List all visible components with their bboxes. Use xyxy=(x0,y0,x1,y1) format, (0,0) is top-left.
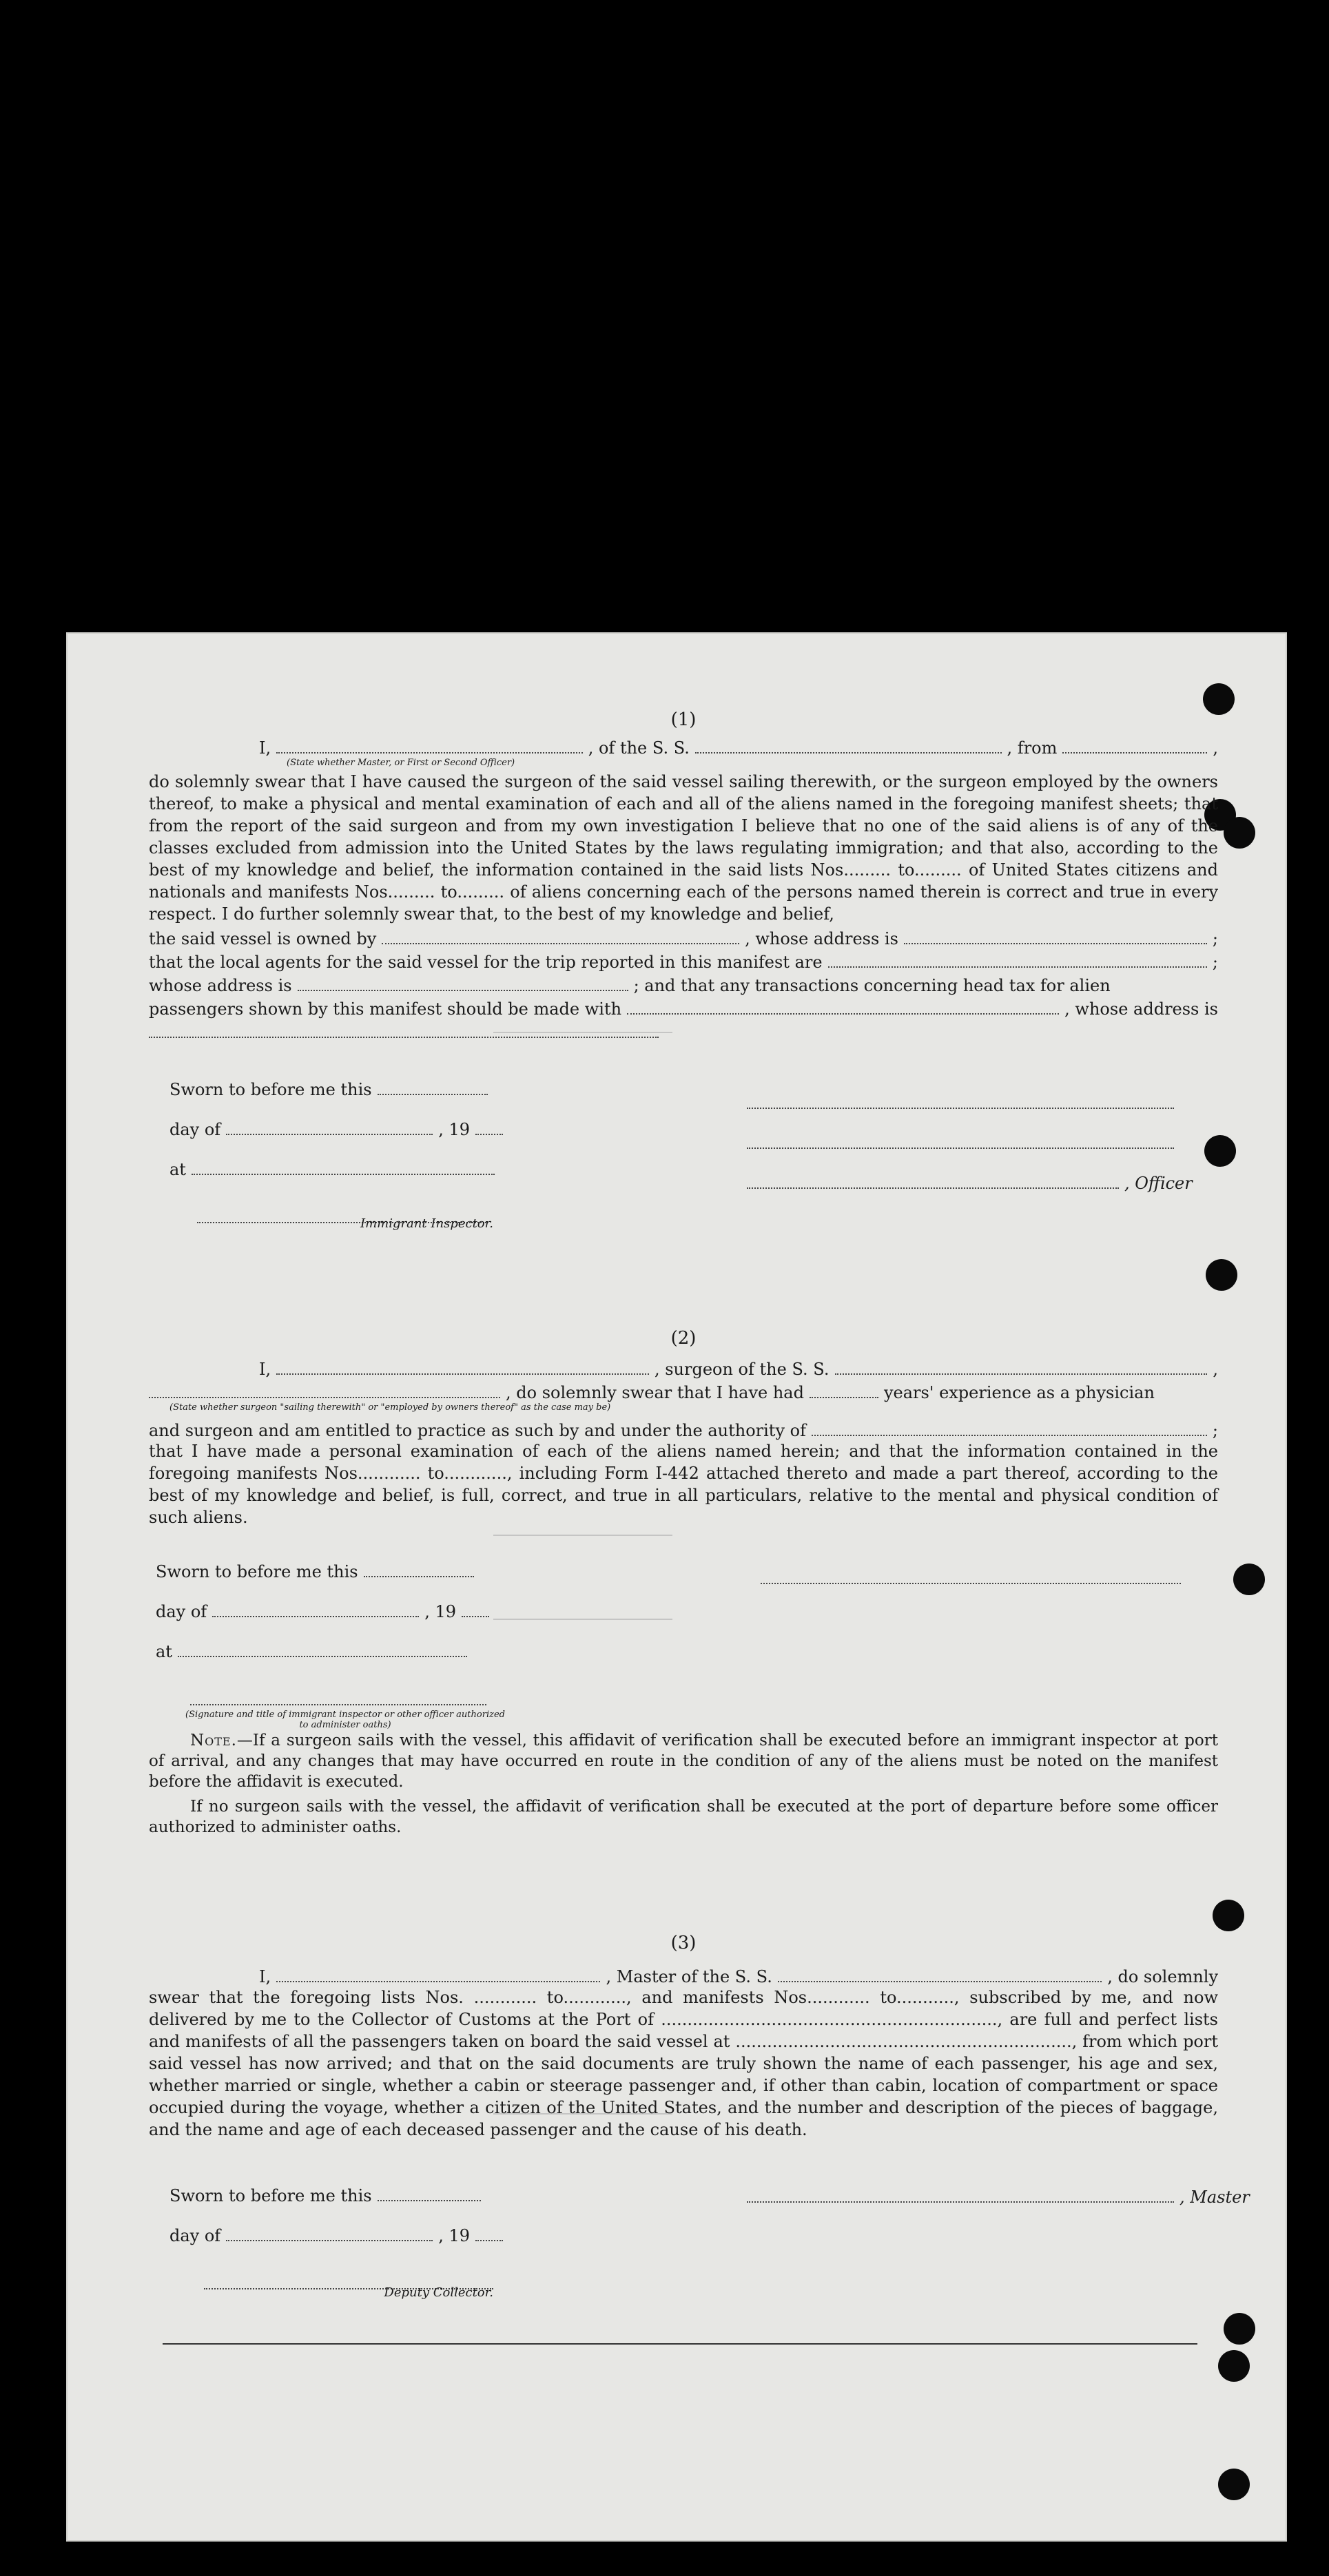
examination-text: that I have made a personal examination of each of the aliens named herein; and that the information contained in the foregoing manifests Nos............ to............, including Form I-442 attached thereto and made a part thereof, according to the best of my knowledge and belief, is full, correct, and true in all particulars, relative to the mental and physical condition of such aliens. xyxy=(149,1442,1218,1527)
master-line: I, , of the S. S. , from , xyxy=(259,738,1219,758)
section-3 xyxy=(149,1933,1218,2141)
sworn-block-2: Sworn to before me this day of , 19 at (Signature and title of immigrant inspector or other officer authorized to administer oaths) xyxy=(156,1541,507,1730)
experience-line: , do solemnly swear that I have had years' experience as a physician xyxy=(149,1379,1218,1402)
passengers-line: passengers shown by this manifest should be made with , whose address is xyxy=(149,999,1218,1019)
address-line: whose address is ; and that any transactions concerning head tax for alien xyxy=(149,976,1111,995)
master-signature: , Master xyxy=(741,2167,1250,2207)
punch-hole xyxy=(1206,1259,1237,1291)
sworn-block-1: Sworn to before me this day of , 19 at Immigrant Inspector. xyxy=(169,1059,508,1231)
bleed-through xyxy=(493,1535,672,1620)
section-number: (2) xyxy=(670,1328,697,1349)
note-text: Note.—If a surgeon sails with the vessel, this affidavit of verification shall be executed before an immigrant inspector at port of arrival, and any changes that may have occurred en route in the condition of any of the aliens must be noted on the manifest before the affidavit is executed. xyxy=(149,1732,1218,1791)
section-number: (1) xyxy=(670,709,697,730)
owned-line: the said vessel is owned by , whose address is ; xyxy=(149,929,1218,948)
state-note: (State whether surgeon "sailing therewith" or "employed by owners thereof" as the case may be) xyxy=(169,1402,611,1413)
bottom-rule xyxy=(163,2343,1197,2345)
punch-hole xyxy=(1224,2313,1255,2345)
section-1 xyxy=(149,709,1218,1042)
punch-hole xyxy=(1218,2469,1250,2500)
section-number: (3) xyxy=(670,1933,697,1953)
punch-hole xyxy=(1213,1900,1244,1931)
surgeon-signature xyxy=(755,1548,1186,1588)
state-note: (State whether Master, or First or Second Officer) xyxy=(287,758,515,768)
punch-hole xyxy=(1204,1135,1236,1167)
oath-text: do solemnly swear that I have caused the surgeon of the said vessel sailing therewith, or the surgeon employed by the owners thereof, to make a physical and mental examination of each and all of the aliens named in the foregoing manifest sheets; that from the report of the said surgeon and from my own investigation I believe that no one of the said aliens is of any of the classes excluded from admission into the United States by the laws regulating immigration; and that also, according to the best of my knowledge and belief, the information contained in the said lists Nos......... to......... of United States citizens and nationals and manifests Nos......... to......... of aliens concerning each of the persons named therein is correct and true in every respect. I do further solemnly swear that, to the best of my knowledge and belief, xyxy=(149,772,1218,924)
collector-label: Deputy Collector. xyxy=(384,2285,493,2300)
authority-line: and surgeon and am entitled to practice as such by and under the authority of ; xyxy=(149,1421,1218,1440)
punch-hole xyxy=(1233,1564,1265,1595)
master-line-3: I, , Master of the S. S. , do solemnly xyxy=(259,1967,1219,1986)
agents-line: that the local agents for the said vessel for the trip reported in this manifest are ; xyxy=(149,953,1218,972)
signature-note: (Signature and title of immigrant inspector or other officer authorized to administer oaths) xyxy=(185,1710,505,1730)
note-block xyxy=(149,1730,1218,1838)
note-text-2: If no surgeon sails with the vessel, the affidavit of verification shall be executed at the port of departure before some officer authorized to administer oaths. xyxy=(149,1798,1218,1836)
surgeon-line: I, , surgeon of the S. S. , xyxy=(259,1360,1218,1379)
punch-hole xyxy=(1224,817,1255,849)
blank-line xyxy=(149,1019,1218,1042)
punch-hole xyxy=(1218,2350,1250,2382)
officer-signature: , Officer xyxy=(741,1073,1193,1193)
inspector-label: Immigrant Inspector. xyxy=(360,1216,493,1231)
manifest-page xyxy=(66,632,1287,2542)
section-2 xyxy=(149,1328,1218,1528)
collector-oath-text: swear that the foregoing lists Nos. ............ to............, and manifests Nos............ to..........., subscribed by me, and now delivered by me to the Collector of Customs at the Port of ................................................................, are full and perfect lists and manifests of all the passengers taken on board the said vessel at ................................................................, from which port said vessel has now arrived; and that on the said documents are truly shown the name of each passenger, his age and sex, whether married or single, whether a cabin or steerage passenger and, if other than cabin, location of compartment or space occupied during the voyage, whether a citizen of the United States, and the number and description of the pieces of baggage, and the name and age of each deceased passenger and the cause of his death. xyxy=(149,1988,1218,2139)
sworn-block-3: Sworn to before me this day of , 19 Deputy Collector. xyxy=(169,2165,508,2300)
